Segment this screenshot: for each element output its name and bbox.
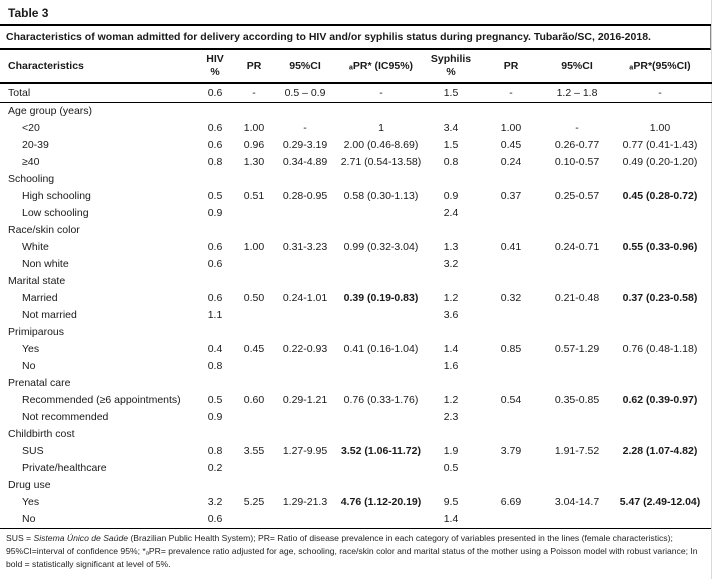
cell bbox=[234, 409, 274, 426]
table-body bbox=[0, 83, 712, 528]
cell bbox=[336, 222, 426, 239]
cell: 6.69 bbox=[500, 496, 522, 508]
row-label: Marital state bbox=[8, 275, 66, 287]
cell bbox=[546, 307, 608, 324]
row-label: Drug use bbox=[8, 479, 51, 491]
table-row bbox=[0, 511, 712, 528]
header-characteristics: Characteristics bbox=[0, 50, 196, 83]
cell: 0.85 bbox=[500, 343, 522, 355]
cell bbox=[546, 205, 608, 222]
cell: 0.37 bbox=[500, 190, 522, 202]
cell: 3.6 bbox=[443, 309, 459, 321]
table-footnote bbox=[0, 528, 711, 579]
cell bbox=[336, 103, 426, 121]
row-label: Recommended (≥6 appointments) bbox=[22, 394, 181, 406]
cell: 1.00 bbox=[500, 122, 522, 134]
footnote-italic-sus: Sistema Único de Saúde bbox=[33, 533, 129, 543]
table-row bbox=[0, 358, 712, 375]
cell: 0.29-3.19 bbox=[282, 139, 328, 151]
cell: - bbox=[608, 83, 712, 103]
cell bbox=[196, 273, 234, 290]
cell: 1.1 bbox=[207, 309, 223, 321]
section-row bbox=[0, 171, 712, 188]
cell: 0.5 bbox=[443, 462, 459, 474]
cell: 0.6 bbox=[207, 513, 223, 525]
row-label: Low schooling bbox=[22, 207, 89, 219]
row-label: 20-39 bbox=[22, 139, 49, 151]
cell bbox=[476, 171, 546, 188]
cell: 0.31-3.23 bbox=[282, 241, 328, 253]
cell: 0.6 bbox=[207, 241, 223, 253]
cell: - bbox=[476, 83, 546, 103]
cell: 3.52 (1.06-11.72) bbox=[341, 445, 421, 457]
cell bbox=[476, 460, 546, 477]
cell: 0.24-0.71 bbox=[554, 241, 600, 253]
cell: 0.99 (0.32-3.04) bbox=[343, 241, 419, 253]
cell: 0.5 – 0.9 bbox=[274, 83, 336, 103]
row-label: Race/skin color bbox=[8, 224, 80, 236]
row-label: Private/healthcare bbox=[22, 462, 107, 474]
cell bbox=[336, 358, 426, 375]
cell: 2.28 (1.07-4.82) bbox=[622, 445, 698, 457]
cell: 0.25-0.57 bbox=[554, 190, 600, 202]
cell bbox=[336, 477, 426, 494]
table-row bbox=[0, 137, 712, 154]
cell bbox=[274, 205, 336, 222]
cell bbox=[546, 171, 608, 188]
cell bbox=[546, 273, 608, 290]
cell: 0.9 bbox=[207, 207, 223, 219]
header-ci-syphilis: 95%CI bbox=[546, 50, 608, 83]
cell: 1.29-21.3 bbox=[282, 496, 328, 508]
cell: 2.71 (0.54-13.58) bbox=[340, 156, 422, 168]
cell: 0.22-0.93 bbox=[282, 343, 328, 355]
table-row bbox=[0, 256, 712, 273]
cell bbox=[546, 375, 608, 392]
row-label: Age group (years) bbox=[8, 105, 93, 117]
cell bbox=[608, 409, 712, 426]
cell: 5.25 bbox=[243, 496, 265, 508]
section-row bbox=[0, 324, 712, 341]
cell bbox=[234, 460, 274, 477]
data-table bbox=[0, 50, 712, 528]
cell bbox=[234, 103, 274, 121]
row-label: No bbox=[22, 360, 36, 372]
cell bbox=[274, 171, 336, 188]
header-apr-syphilis: ₐPR*(95%CI) bbox=[608, 50, 712, 83]
row-label: <20 bbox=[22, 122, 40, 134]
cell bbox=[234, 375, 274, 392]
header-pr-hiv: PR bbox=[234, 50, 274, 83]
cell bbox=[426, 426, 476, 443]
cell bbox=[546, 103, 608, 121]
table-row bbox=[0, 205, 712, 222]
cell bbox=[336, 324, 426, 341]
cell bbox=[426, 103, 476, 121]
cell bbox=[476, 222, 546, 239]
header-syphilis-label: Syphilis bbox=[430, 53, 472, 65]
cell bbox=[196, 426, 234, 443]
cell bbox=[476, 205, 546, 222]
cell: 0.60 bbox=[243, 394, 265, 406]
cell: 0.9 bbox=[443, 190, 459, 202]
header-syphilis bbox=[426, 50, 476, 83]
cell bbox=[234, 477, 274, 494]
cell bbox=[476, 307, 546, 324]
cell: 0.54 bbox=[500, 394, 522, 406]
cell bbox=[608, 511, 712, 528]
cell: 0.96 bbox=[243, 139, 265, 151]
cell: 0.57-1.29 bbox=[554, 343, 600, 355]
cell bbox=[234, 222, 274, 239]
cell bbox=[546, 511, 608, 528]
cell bbox=[336, 375, 426, 392]
cell: 0.34-4.89 bbox=[282, 156, 328, 168]
cell: 0.8 bbox=[207, 445, 223, 457]
cell: - bbox=[303, 122, 307, 134]
cell: 3.2 bbox=[207, 496, 223, 508]
cell bbox=[274, 460, 336, 477]
header-pr-syphilis: PR bbox=[476, 50, 546, 83]
cell bbox=[274, 511, 336, 528]
row-label: Not married bbox=[22, 309, 77, 321]
footnote-body: (Brazilian Public Health System); PR= Ratio of disease prevalence in each category of variables presented in the lines (female characteristics); 95%CI=interval of confidence 95%; *ₐPR= prevalence ratio adjusted for age, schooling, race/skin color and marital status of the mother using a Poisson model with robust variance; In bold = statistically significant at level of 5%. bbox=[6, 533, 698, 569]
table-row bbox=[0, 341, 712, 358]
cell bbox=[476, 375, 546, 392]
table-row bbox=[0, 120, 712, 137]
cell: 2.4 bbox=[443, 207, 459, 219]
cell: 5.47 (2.49-12.04) bbox=[619, 496, 701, 508]
table-row bbox=[0, 307, 712, 324]
cell: 1.00 bbox=[243, 122, 265, 134]
header-hiv-percent: % bbox=[210, 66, 220, 78]
cell bbox=[336, 205, 426, 222]
cell bbox=[196, 103, 234, 121]
section-row bbox=[0, 273, 712, 290]
cell: 0.8 bbox=[207, 360, 223, 372]
cell bbox=[476, 103, 546, 121]
cell bbox=[608, 205, 712, 222]
cell: 0.50 bbox=[243, 292, 265, 304]
cell bbox=[608, 426, 712, 443]
cell: 0.76 (0.33-1.76) bbox=[343, 394, 419, 406]
section-row bbox=[0, 375, 712, 392]
cell: 2.3 bbox=[443, 411, 459, 423]
cell: 0.9 bbox=[207, 411, 223, 423]
row-label: ≥40 bbox=[22, 156, 40, 168]
cell bbox=[426, 273, 476, 290]
table-caption: Characteristics of woman admitted for delivery according to HIV and/or syphilis status during pregnancy. Tubarão/SC, 2016-2018. bbox=[0, 26, 711, 50]
row-label: No bbox=[22, 513, 36, 525]
cell: 0.5 bbox=[207, 190, 223, 202]
cell bbox=[608, 477, 712, 494]
cell: 3.79 bbox=[500, 445, 522, 457]
cell bbox=[426, 171, 476, 188]
cell bbox=[336, 171, 426, 188]
header-row bbox=[0, 50, 712, 83]
cell bbox=[234, 324, 274, 341]
cell bbox=[274, 273, 336, 290]
cell: 0.8 bbox=[443, 156, 459, 168]
cell bbox=[336, 273, 426, 290]
footnote-prefix: SUS = bbox=[6, 533, 34, 543]
cell: 0.35-0.85 bbox=[554, 394, 600, 406]
row-label: Primiparous bbox=[8, 326, 65, 338]
cell: 0.8 bbox=[207, 156, 223, 168]
cell bbox=[336, 460, 426, 477]
cell: 0.29-1.21 bbox=[282, 394, 328, 406]
cell bbox=[608, 222, 712, 239]
cell bbox=[196, 222, 234, 239]
section-row bbox=[0, 426, 712, 443]
table-row bbox=[0, 494, 712, 511]
cell: 0.41 bbox=[500, 241, 522, 253]
cell: 1.91-7.52 bbox=[554, 445, 600, 457]
cell: 3.04-14.7 bbox=[554, 496, 600, 508]
cell bbox=[336, 256, 426, 273]
cell: 0.6 bbox=[207, 139, 223, 151]
cell: 1.4 bbox=[443, 343, 459, 355]
row-label: Schooling bbox=[8, 173, 55, 185]
cell: 0.6 bbox=[196, 83, 234, 103]
cell bbox=[546, 256, 608, 273]
cell: 0.39 (0.19-0.83) bbox=[343, 292, 419, 304]
cell bbox=[196, 171, 234, 188]
cell bbox=[274, 375, 336, 392]
cell: 1.3 bbox=[443, 241, 459, 253]
row-label: Yes bbox=[22, 343, 40, 355]
cell: - bbox=[336, 83, 426, 103]
cell: 3.55 bbox=[243, 445, 265, 457]
cell bbox=[336, 409, 426, 426]
table-row bbox=[0, 188, 712, 205]
header-ci-hiv: 95%CI bbox=[274, 50, 336, 83]
cell bbox=[426, 324, 476, 341]
cell: 0.41 (0.16-1.04) bbox=[343, 343, 419, 355]
cell bbox=[426, 477, 476, 494]
cell bbox=[196, 324, 234, 341]
cell bbox=[234, 426, 274, 443]
cell: 0.24-1.01 bbox=[282, 292, 328, 304]
cell bbox=[608, 273, 712, 290]
cell bbox=[546, 426, 608, 443]
cell bbox=[196, 375, 234, 392]
cell: 0.37 (0.23-0.58) bbox=[622, 292, 698, 304]
cell bbox=[608, 256, 712, 273]
cell bbox=[476, 426, 546, 443]
cell: 1.00 bbox=[243, 241, 265, 253]
table-row bbox=[0, 154, 712, 171]
section-row bbox=[0, 477, 712, 494]
cell: 0.55 (0.33-0.96) bbox=[622, 241, 698, 253]
row-label: Non white bbox=[22, 258, 69, 270]
cell bbox=[608, 171, 712, 188]
row-label: SUS bbox=[22, 445, 44, 457]
cell: 0.4 bbox=[207, 343, 223, 355]
cell bbox=[274, 307, 336, 324]
cell: 0.28-0.95 bbox=[282, 190, 328, 202]
cell bbox=[274, 477, 336, 494]
cell bbox=[274, 256, 336, 273]
row-label: Childbirth cost bbox=[8, 428, 75, 440]
cell bbox=[234, 358, 274, 375]
cell bbox=[336, 426, 426, 443]
row-label: Total bbox=[0, 83, 196, 103]
cell: 0.62 (0.39-0.97) bbox=[622, 394, 698, 406]
row-label: Married bbox=[22, 292, 58, 304]
cell: 2.00 (0.46-8.69) bbox=[343, 139, 419, 151]
cell: 4.76 (1.12-20.19) bbox=[340, 496, 422, 508]
cell: 0.45 bbox=[500, 139, 522, 151]
cell bbox=[476, 324, 546, 341]
cell: 1.30 bbox=[243, 156, 265, 168]
cell: 0.45 (0.28-0.72) bbox=[622, 190, 698, 202]
cell bbox=[608, 307, 712, 324]
row-label: Not recommended bbox=[22, 411, 109, 423]
cell: 3.4 bbox=[443, 122, 459, 134]
cell bbox=[546, 222, 608, 239]
cell bbox=[608, 103, 712, 121]
cell: 0.6 bbox=[207, 122, 223, 134]
cell: 1 bbox=[378, 122, 384, 134]
row-label: White bbox=[22, 241, 49, 253]
cell bbox=[476, 256, 546, 273]
cell bbox=[426, 222, 476, 239]
cell bbox=[234, 205, 274, 222]
cell bbox=[274, 426, 336, 443]
cell bbox=[546, 409, 608, 426]
cell: 0.49 (0.20-1.20) bbox=[622, 156, 698, 168]
table-row bbox=[0, 409, 712, 426]
cell bbox=[608, 324, 712, 341]
cell: 0.21-0.48 bbox=[554, 292, 600, 304]
cell bbox=[274, 358, 336, 375]
cell: - bbox=[234, 83, 274, 103]
section-row bbox=[0, 222, 712, 239]
cell bbox=[476, 358, 546, 375]
cell bbox=[608, 358, 712, 375]
table-row bbox=[0, 443, 712, 460]
cell bbox=[234, 511, 274, 528]
cell bbox=[336, 511, 426, 528]
cell: 1.2 – 1.8 bbox=[546, 83, 608, 103]
table-row bbox=[0, 290, 712, 307]
cell bbox=[546, 358, 608, 375]
cell: 1.00 bbox=[649, 122, 671, 134]
cell: 0.10-0.57 bbox=[554, 156, 600, 168]
cell: 1.9 bbox=[443, 445, 459, 457]
cell: 0.24 bbox=[500, 156, 522, 168]
row-label: Prenatal care bbox=[8, 377, 71, 389]
header-hiv bbox=[196, 50, 234, 83]
cell: 1.27-9.95 bbox=[282, 445, 328, 457]
cell: 1.5 bbox=[443, 139, 459, 151]
cell bbox=[274, 103, 336, 121]
cell: 0.32 bbox=[500, 292, 522, 304]
cell bbox=[234, 273, 274, 290]
table-row bbox=[0, 239, 712, 256]
table-title: Table 3 bbox=[0, 0, 711, 26]
row-label: Yes bbox=[22, 496, 40, 508]
cell bbox=[426, 375, 476, 392]
cell: 0.77 (0.41-1.43) bbox=[622, 139, 698, 151]
cell bbox=[274, 324, 336, 341]
cell bbox=[274, 409, 336, 426]
cell: 1.6 bbox=[443, 360, 459, 372]
cell bbox=[476, 477, 546, 494]
table-row bbox=[0, 83, 712, 103]
cell: 0.76 (0.48-1.18) bbox=[622, 343, 698, 355]
cell: 1.2 bbox=[443, 394, 459, 406]
table-row bbox=[0, 460, 712, 477]
cell: 0.6 bbox=[207, 292, 223, 304]
cell: 0.6 bbox=[207, 258, 223, 270]
cell: 0.45 bbox=[243, 343, 265, 355]
cell bbox=[234, 171, 274, 188]
cell bbox=[546, 477, 608, 494]
cell: 1.2 bbox=[443, 292, 459, 304]
cell: 1.4 bbox=[443, 513, 459, 525]
cell: 0.58 (0.30-1.13) bbox=[343, 190, 419, 202]
cell bbox=[476, 273, 546, 290]
section-row bbox=[0, 103, 712, 121]
cell: 0.26-0.77 bbox=[554, 139, 600, 151]
cell bbox=[234, 256, 274, 273]
cell bbox=[546, 324, 608, 341]
header-apr-hiv: ₐPR* (IC95%) bbox=[336, 50, 426, 83]
cell bbox=[476, 409, 546, 426]
cell bbox=[546, 460, 608, 477]
header-hiv-label: HIV bbox=[206, 53, 224, 65]
cell bbox=[476, 511, 546, 528]
cell: 0.51 bbox=[243, 190, 265, 202]
cell bbox=[336, 307, 426, 324]
cell: 0.2 bbox=[207, 462, 223, 474]
cell: 1.5 bbox=[426, 83, 476, 103]
cell: 3.2 bbox=[443, 258, 459, 270]
header-syphilis-percent: % bbox=[446, 66, 456, 78]
table-row bbox=[0, 392, 712, 409]
cell: 0.5 bbox=[207, 394, 223, 406]
cell: - bbox=[575, 122, 579, 134]
row-label: High schooling bbox=[22, 190, 91, 202]
cell bbox=[196, 477, 234, 494]
cell bbox=[234, 307, 274, 324]
cell bbox=[274, 222, 336, 239]
cell bbox=[608, 460, 712, 477]
cell bbox=[608, 375, 712, 392]
table-header bbox=[0, 50, 712, 83]
cell: 9.5 bbox=[443, 496, 459, 508]
